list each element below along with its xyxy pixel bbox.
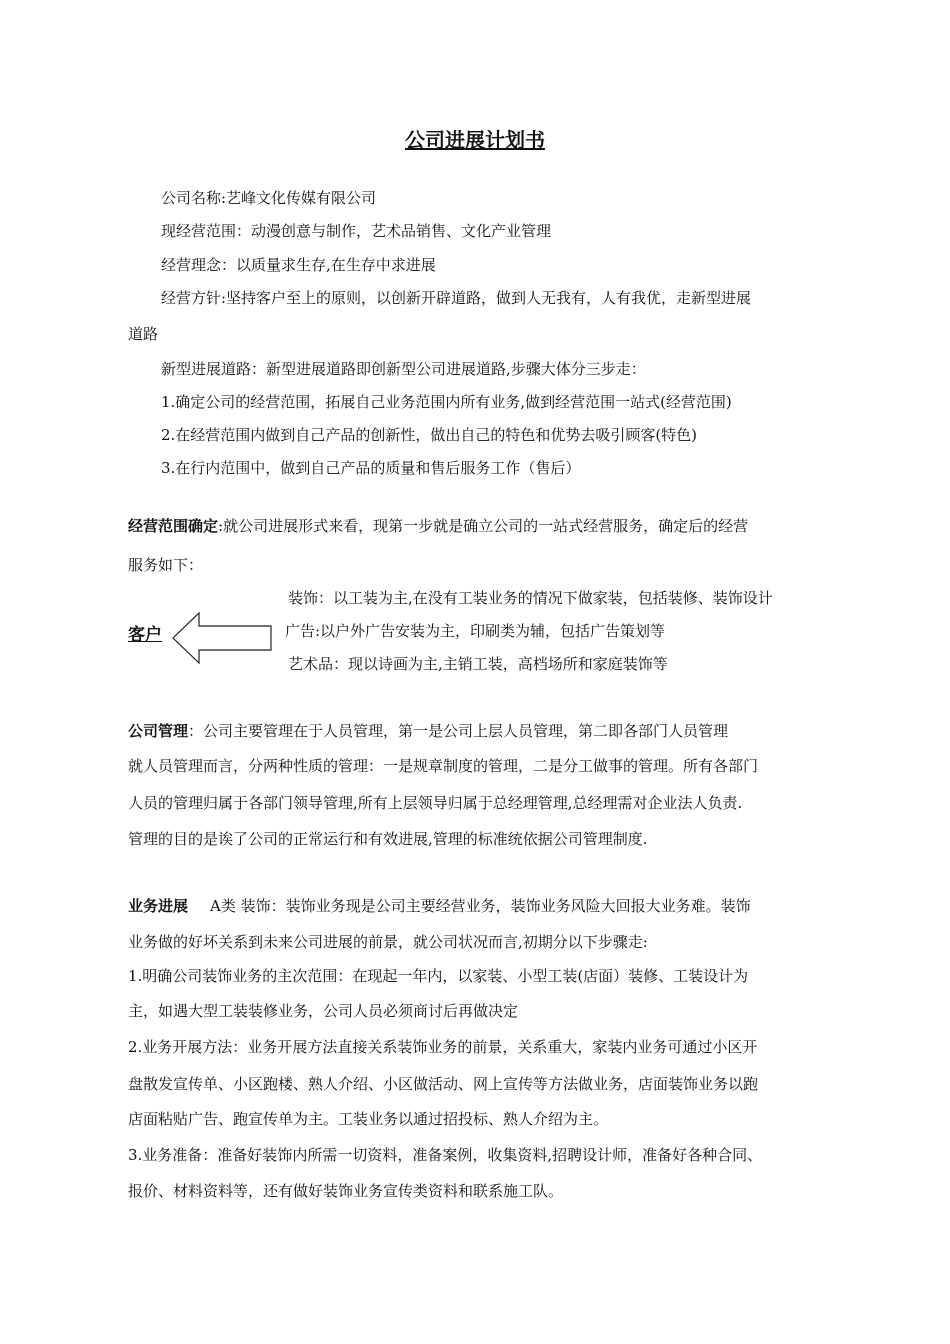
business-line-2: 业务做的好坏关系到未来公司进展的前景，就公司状况而言,初期分以下步骤走: — [128, 933, 648, 951]
scope-section-line-2: 服务如下： — [128, 556, 204, 574]
management-heading: 公司管理 — [128, 722, 189, 740]
management-line-2: 就人员管理而言，分两种性质的管理：一是规章制度的管理，二是分工做事的管理。所有各部门 — [128, 757, 759, 775]
business-point-2b: 盘散发宣传单、小区跑楼、熟人介绍、小区做活动、网上宣传等方法做业务，店面装饰业务以跑 — [128, 1075, 759, 1093]
business-point-2a: 2.业务开展方法：业务开展方法直接关系装饰业务的前景，关系重大，家装内业务可通过小区开 — [128, 1038, 758, 1056]
philosophy-line: 经营理念：以质量求生存,在生存中求进展 — [161, 256, 436, 274]
business-point-1a: 1.明确公司装饰业务的主次范围：在现起一年内，以家装、小型工装(店面）装修、工装设计为 — [128, 967, 749, 985]
management-line-3: 人员的管理归属于各部门领导管理,所有上层领导归属于总经理管理,总经理需对企业法人负责. — [128, 794, 743, 812]
scope-section-heading: 经营范围确定 — [128, 517, 219, 535]
management-line-4: 管理的目的是诶了公司的正常运行和有效进展,管理的标准统依据公司管理制度. — [128, 830, 648, 848]
step-item: 2.在经营范围内做到自己产品的创新性，做出自己的特色和优势去吸引顾客(特色) — [161, 426, 698, 444]
business-point-1b: 主，如遇大型工装装修业务，公司人员必须商讨后再做决定 — [128, 1002, 519, 1020]
left-arrow-icon — [172, 612, 272, 664]
step-item: 1.确定公司的经营范围，拓展自己业务范围内所有业务,做到经营范围一站式(经营范围) — [161, 393, 732, 411]
service-item: 装饰：以工装为主,在没有工装业务的情况下做家装，包括装修、装饰设计 — [288, 589, 773, 607]
page-title: 公司进展计划书 — [405, 128, 545, 152]
policy-line-2: 道路 — [128, 325, 159, 343]
scope-line: 现经营范围：动漫创意与制作，艺术品销售、文化产业管理 — [161, 222, 552, 240]
service-item: 广告:以户外广告安装为主，印刷类为辅，包括广告策划等 — [285, 622, 666, 640]
step-item: 3.在行内范围中，做到自己产品的质量和售后服务工作（售后） — [161, 459, 581, 477]
company-name-line: 公司名称:艺峰文化传媒有限公司 — [161, 189, 377, 207]
new-path-line: 新型进展道路：新型进展道路即创新型公司进展道路,步骤大体分三步走： — [161, 360, 646, 378]
business-point-3b: 报价、材料资料等，还有做好装饰业务宣传类资料和联系施工队。 — [128, 1182, 564, 1200]
service-item: 艺术品：现以诗画为主,主销工装，高档场所和家庭装饰等 — [288, 655, 668, 673]
policy-line-1: 经营方针:坚持客户至上的原则，以创新开辟道路，做到人无我有，人有我优，走新型进展 — [161, 289, 752, 307]
business-heading: 业务进展 — [128, 897, 189, 915]
scope-section-line-1: 经营范围确定:就公司进展形式来看，现第一步就是确立公司的一站式经营服务，确定后的经营 — [128, 517, 749, 535]
business-point-3a: 3.业务准备：准备好装饰内所需一切资料，准备案例，收集资料,招聘设计师，准备好各种合同、 — [128, 1146, 763, 1164]
customer-label: 客户 — [128, 625, 162, 645]
business-line-1: 业务进展 A类 装饰：装饰业务现是公司主要经营业务，装饰业务风险大回报大业务难。装饰 — [128, 897, 751, 915]
business-point-2c: 店面粘贴广告、跑宣传单为主。工装业务以通过招投标、熟人介绍为主。 — [128, 1110, 609, 1128]
management-line-1: 公司管理：公司主要管理在于人员管理，第一是公司上层人员管理，第二即各部门人员管理 — [128, 722, 729, 740]
